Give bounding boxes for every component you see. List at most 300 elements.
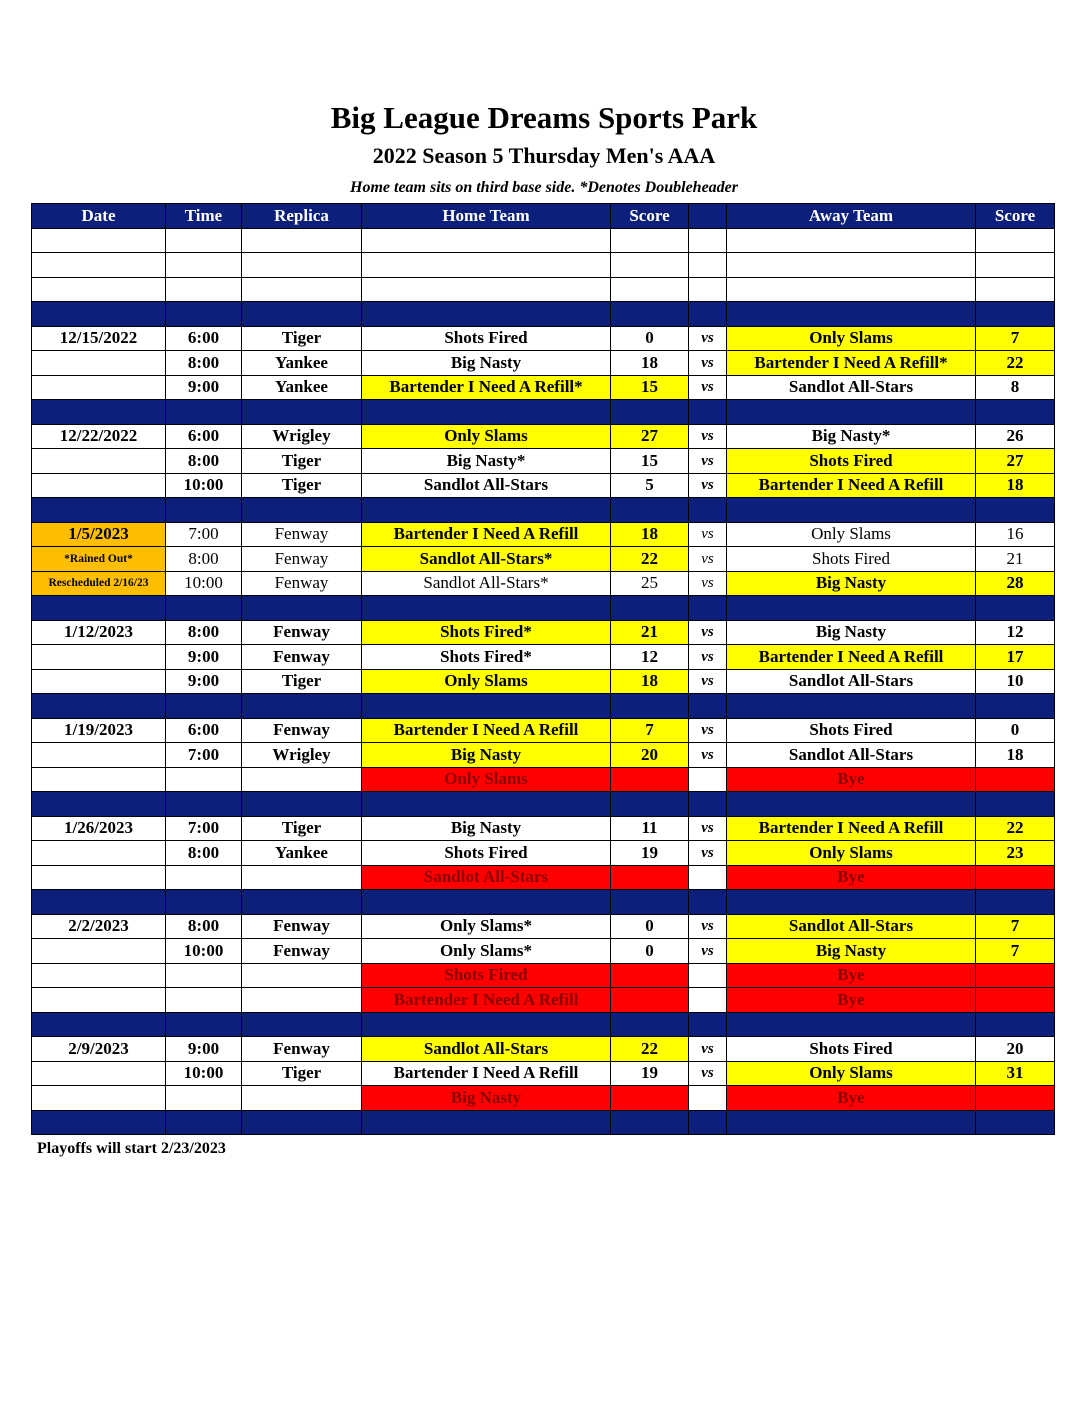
separator-cell	[362, 302, 611, 327]
home-score-cell	[611, 865, 689, 890]
date-cell: *Rained Out*	[32, 547, 166, 572]
home-team-cell: Sandlot All-Stars*	[362, 547, 611, 572]
date-cell	[32, 1061, 166, 1086]
away-team-cell: Bartender I Need A Refill	[727, 816, 976, 841]
game-row	[32, 1061, 1055, 1086]
away-score-cell	[976, 963, 1055, 988]
replica-cell: Fenway	[242, 718, 362, 743]
home-score-cell: 25	[611, 571, 689, 596]
separator-cell	[166, 400, 242, 425]
separator-cell	[242, 400, 362, 425]
separator-cell	[689, 596, 727, 621]
home-score-cell	[611, 963, 689, 988]
time-cell: 8:00	[166, 841, 242, 866]
vs-cell	[689, 963, 727, 988]
home-score-cell	[611, 1086, 689, 1111]
away-team-cell: Sandlot All-Stars	[727, 743, 976, 768]
home-team-cell: Only Slams*	[362, 939, 611, 964]
away-score-cell	[976, 767, 1055, 792]
away-team-cell: Only Slams	[727, 522, 976, 547]
bye-team-cell: Big Nasty	[362, 1086, 611, 1111]
separator-cell	[611, 890, 689, 915]
blank-cell	[242, 253, 362, 278]
vs-cell: vs	[689, 547, 727, 572]
date-cell	[32, 1086, 166, 1111]
separator-cell	[689, 1012, 727, 1037]
replica-cell: Tiger	[242, 326, 362, 351]
bye-team-cell: Bartender I Need A Refill	[362, 988, 611, 1013]
separator-cell	[32, 498, 166, 523]
home-score-cell: 0	[611, 939, 689, 964]
date-cell: Rescheduled 2/16/23	[32, 571, 166, 596]
replica-cell: Fenway	[242, 1037, 362, 1062]
home-score-cell: 19	[611, 1061, 689, 1086]
separator-row	[32, 400, 1055, 425]
game-row	[32, 449, 1055, 474]
home-score-cell: 22	[611, 1037, 689, 1062]
separator-cell	[362, 400, 611, 425]
home-team-cell: Big Nasty	[362, 816, 611, 841]
date-cell	[32, 939, 166, 964]
separator-cell	[976, 694, 1055, 719]
blank-cell	[727, 228, 976, 253]
date-cell	[32, 449, 166, 474]
separator-cell	[32, 792, 166, 817]
blank-cell	[976, 253, 1055, 278]
away-score-cell: 7	[976, 939, 1055, 964]
separator-cell	[242, 694, 362, 719]
blank-cell	[727, 253, 976, 278]
replica-cell: Fenway	[242, 914, 362, 939]
away-team-cell: Only Slams	[727, 841, 976, 866]
separator-cell	[362, 498, 611, 523]
time-cell	[166, 865, 242, 890]
date-cell	[32, 743, 166, 768]
separator-row	[32, 596, 1055, 621]
vs-cell: vs	[689, 743, 727, 768]
separator-cell	[166, 890, 242, 915]
date-cell	[32, 351, 166, 376]
home-team-cell: Only Slams	[362, 669, 611, 694]
away-team-cell: Big Nasty	[727, 620, 976, 645]
bye-label-cell: Bye	[727, 767, 976, 792]
separator-cell	[611, 596, 689, 621]
home-score-cell: 15	[611, 449, 689, 474]
time-cell: 10:00	[166, 939, 242, 964]
vs-cell: vs	[689, 914, 727, 939]
game-row	[32, 424, 1055, 449]
home-team-cell: Only Slams	[362, 424, 611, 449]
away-score-cell: 17	[976, 645, 1055, 670]
separator-cell	[611, 694, 689, 719]
separator-cell	[689, 694, 727, 719]
separator-row	[32, 1012, 1055, 1037]
home-team-cell: Shots Fired*	[362, 645, 611, 670]
time-cell: 9:00	[166, 645, 242, 670]
blank-cell	[362, 228, 611, 253]
vs-cell: vs	[689, 522, 727, 547]
home-team-cell: Bartender I Need A Refill	[362, 1061, 611, 1086]
home-score-cell: 7	[611, 718, 689, 743]
home-score-cell	[611, 767, 689, 792]
away-score-cell	[976, 988, 1055, 1013]
separator-cell	[362, 792, 611, 817]
home-team-cell: Sandlot All-Stars	[362, 473, 611, 498]
vs-cell: vs	[689, 375, 727, 400]
blank-cell	[362, 253, 611, 278]
time-cell: 8:00	[166, 351, 242, 376]
time-cell: 6:00	[166, 718, 242, 743]
home-score-cell: 0	[611, 326, 689, 351]
col-header-home-score: Score	[611, 204, 689, 229]
separator-cell	[727, 694, 976, 719]
away-team-cell: Big Nasty	[727, 571, 976, 596]
time-cell: 10:00	[166, 473, 242, 498]
bye-label-cell: Bye	[727, 1086, 976, 1111]
time-cell: 8:00	[166, 620, 242, 645]
vs-cell	[689, 767, 727, 792]
date-cell	[32, 645, 166, 670]
home-team-cell: Sandlot All-Stars	[362, 1037, 611, 1062]
home-score-cell: 0	[611, 914, 689, 939]
replica-cell: Tiger	[242, 449, 362, 474]
vs-cell: vs	[689, 326, 727, 351]
vs-cell	[689, 865, 727, 890]
time-cell: 9:00	[166, 375, 242, 400]
separator-cell	[727, 792, 976, 817]
home-team-cell: Shots Fired	[362, 326, 611, 351]
date-cell	[32, 473, 166, 498]
time-cell	[166, 1086, 242, 1111]
game-row	[32, 1037, 1055, 1062]
separator-cell	[611, 792, 689, 817]
time-cell	[166, 963, 242, 988]
separator-cell	[32, 890, 166, 915]
replica-cell: Tiger	[242, 1061, 362, 1086]
vs-cell	[689, 988, 727, 1013]
separator-cell	[976, 302, 1055, 327]
home-score-cell: 18	[611, 522, 689, 547]
vs-cell: vs	[689, 473, 727, 498]
time-cell: 6:00	[166, 424, 242, 449]
bye-label-cell: Bye	[727, 865, 976, 890]
col-header-date: Date	[32, 204, 166, 229]
separator-cell	[727, 400, 976, 425]
separator-cell	[611, 498, 689, 523]
replica-cell: Tiger	[242, 669, 362, 694]
game-row	[32, 816, 1055, 841]
vs-cell: vs	[689, 1061, 727, 1086]
vs-cell: vs	[689, 449, 727, 474]
home-score-cell	[611, 988, 689, 1013]
away-score-cell: 12	[976, 620, 1055, 645]
separator-cell	[166, 1110, 242, 1135]
game-row	[32, 326, 1055, 351]
separator-cell	[166, 302, 242, 327]
replica-cell: Fenway	[242, 522, 362, 547]
vs-cell: vs	[689, 841, 727, 866]
away-team-cell: Only Slams	[727, 326, 976, 351]
blank-cell	[32, 253, 166, 278]
separator-cell	[166, 1012, 242, 1037]
separator-cell	[727, 890, 976, 915]
vs-cell	[689, 1086, 727, 1111]
blank-cell	[166, 228, 242, 253]
separator-cell	[166, 694, 242, 719]
game-row	[32, 841, 1055, 866]
replica-cell: Yankee	[242, 351, 362, 376]
separator-cell	[166, 498, 242, 523]
blank-cell	[611, 277, 689, 302]
bye-row	[32, 1086, 1055, 1111]
playoffs-note: Playoffs will start 2/23/2023	[37, 1140, 226, 1157]
separator-cell	[32, 1110, 166, 1135]
replica-cell: Fenway	[242, 547, 362, 572]
replica-cell: Fenway	[242, 620, 362, 645]
separator-cell	[242, 890, 362, 915]
away-team-cell: Big Nasty	[727, 939, 976, 964]
separator-row	[32, 302, 1055, 327]
blank-cell	[611, 253, 689, 278]
away-team-cell: Sandlot All-Stars	[727, 669, 976, 694]
replica-cell: Wrigley	[242, 424, 362, 449]
separator-cell	[689, 792, 727, 817]
game-row	[32, 939, 1055, 964]
time-cell: 7:00	[166, 816, 242, 841]
game-row	[32, 645, 1055, 670]
separator-cell	[611, 302, 689, 327]
separator-row	[32, 694, 1055, 719]
home-team-cell: Big Nasty	[362, 743, 611, 768]
vs-cell: vs	[689, 939, 727, 964]
separator-cell	[242, 596, 362, 621]
separator-cell	[689, 890, 727, 915]
separator-cell	[32, 302, 166, 327]
away-score-cell: 28	[976, 571, 1055, 596]
date-cell: 12/22/2022	[32, 424, 166, 449]
away-team-cell: Sandlot All-Stars	[727, 914, 976, 939]
replica-cell: Yankee	[242, 841, 362, 866]
home-score-cell: 22	[611, 547, 689, 572]
separator-cell	[166, 596, 242, 621]
home-team-cell: Sandlot All-Stars*	[362, 571, 611, 596]
home-score-cell: 12	[611, 645, 689, 670]
vs-cell: vs	[689, 816, 727, 841]
home-team-cell: Shots Fired	[362, 841, 611, 866]
time-cell: 10:00	[166, 1061, 242, 1086]
date-cell: 12/15/2022	[32, 326, 166, 351]
game-row	[32, 718, 1055, 743]
blank-cell	[689, 228, 727, 253]
time-cell: 7:00	[166, 522, 242, 547]
date-cell: 2/9/2023	[32, 1037, 166, 1062]
separator-cell	[689, 302, 727, 327]
separator-row	[32, 792, 1055, 817]
vs-cell: vs	[689, 669, 727, 694]
home-score-cell: 18	[611, 351, 689, 376]
blank-cell	[689, 253, 727, 278]
blank-cell	[976, 277, 1055, 302]
replica-cell	[242, 988, 362, 1013]
bye-row	[32, 767, 1055, 792]
bye-row	[32, 865, 1055, 890]
col-header-away-score: Score	[976, 204, 1055, 229]
replica-cell: Wrigley	[242, 743, 362, 768]
separator-cell	[362, 1110, 611, 1135]
replica-cell: Tiger	[242, 816, 362, 841]
home-team-cell: Only Slams*	[362, 914, 611, 939]
separator-cell	[611, 1012, 689, 1037]
date-cell	[32, 865, 166, 890]
away-score-cell: 7	[976, 326, 1055, 351]
replica-cell: Tiger	[242, 473, 362, 498]
date-cell	[32, 767, 166, 792]
away-team-cell: Shots Fired	[727, 718, 976, 743]
vs-cell: vs	[689, 351, 727, 376]
separator-cell	[362, 694, 611, 719]
separator-cell	[611, 400, 689, 425]
time-cell: 8:00	[166, 914, 242, 939]
page-subtitle: 2022 Season 5 Thursday Men's AAA	[372, 143, 716, 168]
separator-cell	[32, 694, 166, 719]
separator-cell	[242, 302, 362, 327]
replica-cell	[242, 963, 362, 988]
separator-cell	[242, 792, 362, 817]
replica-cell: Fenway	[242, 645, 362, 670]
separator-cell	[362, 1012, 611, 1037]
time-cell: 9:00	[166, 1037, 242, 1062]
bye-team-cell: Sandlot All-Stars	[362, 865, 611, 890]
away-score-cell: 0	[976, 718, 1055, 743]
separator-cell	[689, 1110, 727, 1135]
away-score-cell: 18	[976, 473, 1055, 498]
blank-row	[32, 253, 1055, 278]
vs-cell: vs	[689, 424, 727, 449]
date-cell: 2/2/2023	[32, 914, 166, 939]
home-score-cell: 5	[611, 473, 689, 498]
separator-cell	[727, 302, 976, 327]
away-score-cell: 16	[976, 522, 1055, 547]
away-score-cell	[976, 865, 1055, 890]
separator-cell	[242, 1012, 362, 1037]
separator-cell	[362, 596, 611, 621]
date-cell	[32, 669, 166, 694]
date-cell: 1/26/2023	[32, 816, 166, 841]
col-header-time: Time	[166, 204, 242, 229]
separator-cell	[976, 1012, 1055, 1037]
replica-cell: Fenway	[242, 571, 362, 596]
date-cell	[32, 841, 166, 866]
separator-cell	[976, 1110, 1055, 1135]
replica-cell	[242, 865, 362, 890]
away-score-cell: 22	[976, 816, 1055, 841]
page-title: Big League Dreams Sports Park	[330, 100, 758, 135]
game-row	[32, 375, 1055, 400]
away-team-cell: Shots Fired	[727, 1037, 976, 1062]
away-team-cell: Bartender I Need A Refill	[727, 645, 976, 670]
separator-cell	[727, 596, 976, 621]
vs-cell: vs	[689, 571, 727, 596]
away-team-cell: Shots Fired	[727, 547, 976, 572]
home-team-cell: Big Nasty	[362, 351, 611, 376]
date-cell: 1/19/2023	[32, 718, 166, 743]
blank-cell	[689, 277, 727, 302]
home-team-cell: Bartender I Need A Refill	[362, 718, 611, 743]
col-header-home-team: Home Team	[362, 204, 611, 229]
vs-cell: vs	[689, 718, 727, 743]
home-team-cell: Bartender I Need A Refill*	[362, 375, 611, 400]
home-score-cell: 11	[611, 816, 689, 841]
bye-label-cell: Bye	[727, 988, 976, 1013]
blank-cell	[362, 277, 611, 302]
vs-cell: vs	[689, 645, 727, 670]
blank-cell	[242, 228, 362, 253]
home-score-cell: 27	[611, 424, 689, 449]
game-row	[32, 351, 1055, 376]
separator-row	[32, 498, 1055, 523]
blank-cell	[727, 277, 976, 302]
blank-cell	[611, 228, 689, 253]
blank-cell	[976, 228, 1055, 253]
separator-cell	[32, 400, 166, 425]
vs-cell: vs	[689, 1037, 727, 1062]
separator-cell	[976, 400, 1055, 425]
blank-row	[32, 277, 1055, 302]
replica-cell	[242, 1086, 362, 1111]
separator-cell	[727, 498, 976, 523]
separator-cell	[976, 890, 1055, 915]
game-row	[32, 547, 1055, 572]
time-cell: 10:00	[166, 571, 242, 596]
home-score-cell: 21	[611, 620, 689, 645]
col-header-replica: Replica	[242, 204, 362, 229]
date-cell: 1/5/2023	[32, 522, 166, 547]
separator-row	[32, 890, 1055, 915]
separator-cell	[976, 596, 1055, 621]
date-cell	[32, 963, 166, 988]
separator-cell	[727, 1110, 976, 1135]
separator-cell	[976, 792, 1055, 817]
bye-team-cell: Only Slams	[362, 767, 611, 792]
separator-cell	[689, 400, 727, 425]
time-cell	[166, 988, 242, 1013]
blank-cell	[166, 253, 242, 278]
away-score-cell: 26	[976, 424, 1055, 449]
replica-cell	[242, 767, 362, 792]
bye-team-cell: Shots Fired	[362, 963, 611, 988]
away-score-cell: 8	[976, 375, 1055, 400]
separator-cell	[689, 498, 727, 523]
replica-cell: Yankee	[242, 375, 362, 400]
away-score-cell: 20	[976, 1037, 1055, 1062]
away-score-cell	[976, 1086, 1055, 1111]
away-score-cell: 18	[976, 743, 1055, 768]
col-header-away-team: Away Team	[727, 204, 976, 229]
blank-cell	[32, 228, 166, 253]
separator-cell	[976, 498, 1055, 523]
time-cell: 9:00	[166, 669, 242, 694]
away-score-cell: 10	[976, 669, 1055, 694]
away-score-cell: 22	[976, 351, 1055, 376]
separator-cell	[242, 498, 362, 523]
away-score-cell: 7	[976, 914, 1055, 939]
away-team-cell: Big Nasty*	[727, 424, 976, 449]
schedule-table	[31, 203, 1055, 1135]
date-cell	[32, 988, 166, 1013]
game-row	[32, 571, 1055, 596]
home-team-cell: Big Nasty*	[362, 449, 611, 474]
bye-label-cell: Bye	[727, 963, 976, 988]
